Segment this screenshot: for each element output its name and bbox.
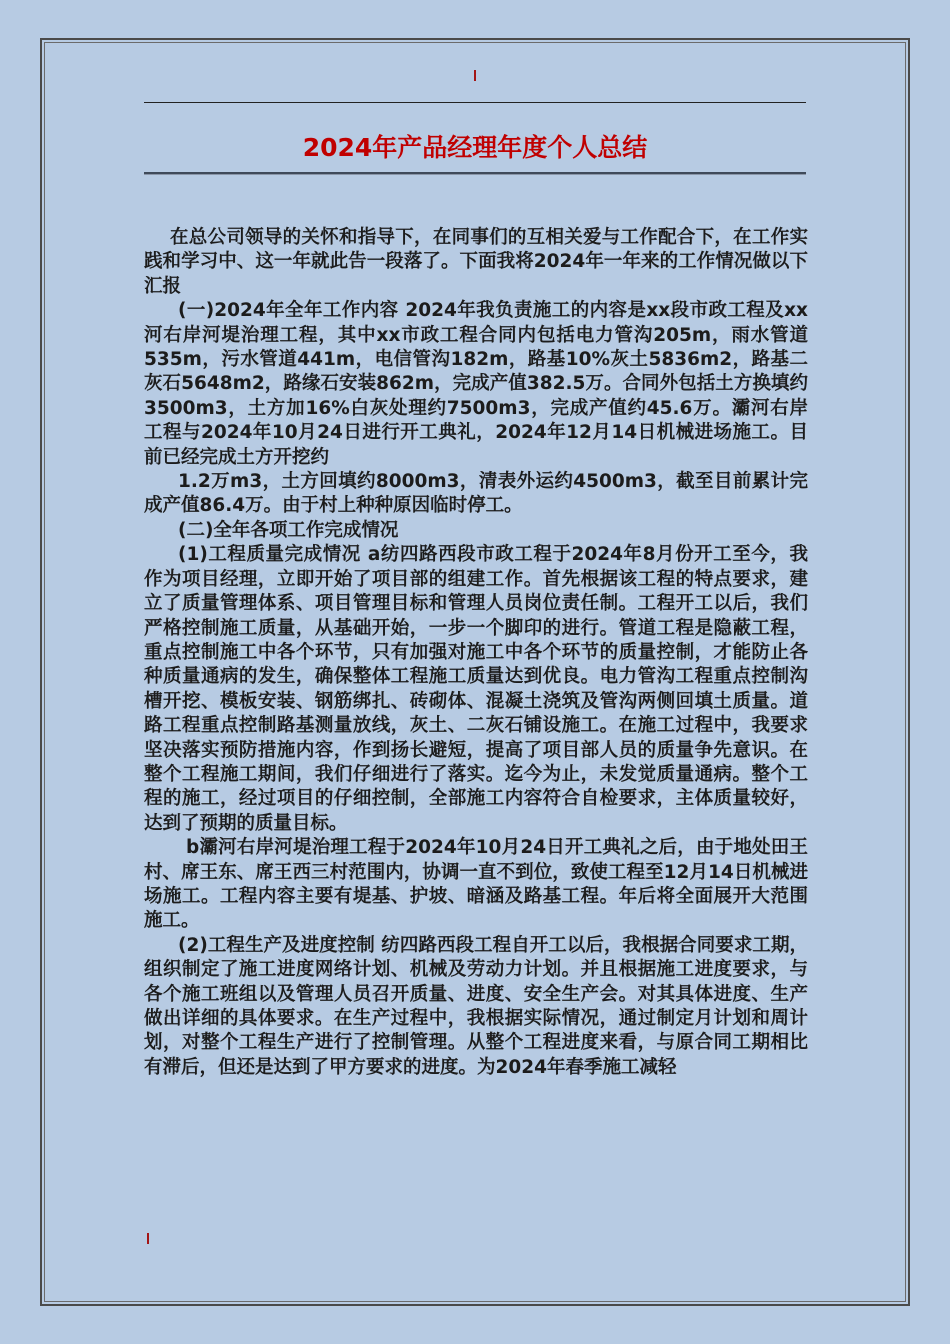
document-title: 2024年产品经理年度个人总结 [302, 133, 648, 162]
title-rule [144, 172, 806, 174]
paragraph-work-content-cont: 1.2万m3，土方回填约8000m3，清表外运约4500m3，截至目前累计完成产值86.4万。由于村上种种原因临时停工。 [144, 471, 808, 517]
header-rule [144, 102, 806, 103]
paragraph-quality: (1)工程质量完成情况 a纺四路西段市政工程于2024年8月份开工至今，我作为项目经理，立即开始了项目部的组建工作。首先根据该工程的特点要求，建立了质量管理体系、项目管理目标和管理人员岗位责任制。工程开工以后，我们严格控制施工质量，从基础开始，一步一个脚印的进行。管道工程是隐蔽工程，重点控制施工中各个环节，只有加强对施工中各个环节的质量控制，才能防止各种质量通病的发生，确保整体工程施工质量达到优良。电力管沟工程重点控制沟槽开挖、模板安装、钢筋绑扎、砖砌体、混凝土浇筑及管沟两侧回填土质量。道路工程重点控制路基测量放线，灰土、二灰石铺设施工。在施工过程中，我要求坚决落实预防措施内容，作到扬长避短，提高了项目部人员的质量争先意识。在整个工程施工期间，我们仔细进行了落实。迄今为止，未发觉质量通病。整个工程的施工，经过项目的仔细控制，全部施工内容符合自检要求，主体质量较好，达到了预期的质量目标。 [144, 544, 808, 834]
paragraph-intro: 在总公司领导的关怀和指导下，在同事们的互相关爱与工作配合下，在工作实践和学习中、这一年就此告一段落了。下面我将2024年一年来的工作情况做以下汇报 [144, 227, 808, 297]
paragraph-work-content: (一)2024年全年工作内容 2024年我负责施工的内容是xx段市政工程及xx河右岸河堤治理工程，其中xx市政工程合同内包括电力管沟205m，雨水管道535m，污水管道441m，电信管沟182m，路基10%灰土5836m2，路基二灰石5648m2，路缘石安装862m，完成产值382.5万。合同外包括土方换填约3500m3，土方加16%白灰处理约7500m3，完成产值约45.6万。灞河右岸工程与2024年10月24日进行开工典礼，2024年12月14日机械进场施工。目前已经完成土方开挖约 [144, 300, 808, 468]
paragraph-section-heading: (二)全年各项工作完成情况 [178, 519, 399, 541]
paragraph-progress-control: (2)工程生产及进度控制 纺四路西段工程自开工以后，我根据合同要求工期，组织制定了施工进度网络计划、机械及劳动力计划。并且根据施工进度要求，与各个施工班组以及管理人员召开质量、进度、安全生产会。对其具体进度、生产做出详细的具体要求。在生产过程中，我根据实际情况，通过制定月计划和周计划，对整个工程生产进行了控制管理。从整个工程进度来看，与原合同工期相比有滞后，但还是达到了甲方要求的进度。为2024年春季施工减轻 [144, 934, 808, 1078]
document-body [144, 226, 808, 1080]
corner-mark-top [474, 70, 476, 81]
corner-mark-bottom [147, 1233, 149, 1244]
paragraph-bahe-project: b灞河右岸河堤治理工程于2024年10月24日开工典礼之后，由于地处田王村、席王东、席王西三村范围内，协调一直不到位，致使工程至12月14日机械进场施工。工程内容主要有堤基、护坡、暗涵及路基工程。年后将全面展开大范围施工。 [144, 837, 808, 932]
